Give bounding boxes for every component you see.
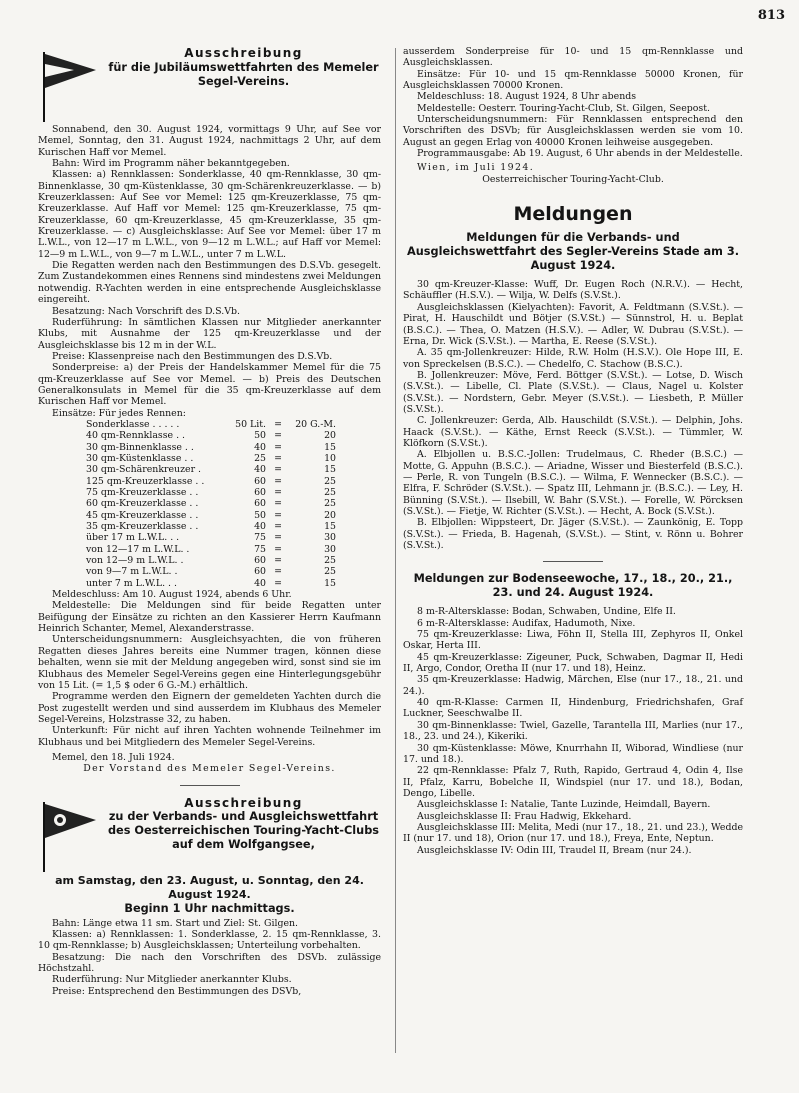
equals-sign: = — [274, 577, 282, 589]
paragraph: Einsätze: Für jedes Rennen: — [52, 407, 186, 419]
paragraph: Einsätze: Für 10- und 15 qm-Rennklasse 50000 Kronen, für Ausgleichsklassen 70000 Kronen. — [403, 68, 743, 92]
fee-gm: 15 — [324, 441, 336, 453]
entry-paragraph: B. Elbjollen: Wippsteert, Dr. Jäger (S.V.St.). — Zaunkönig, E. Topp (S.V.St.). — Frieda, B. Hagenah, (S.V.St.). — Stint, v. Rönn u. Bohrer (S.V.St.). — [403, 517, 743, 552]
fee-class: 30 qm-Schärenkreuzer . — [86, 464, 202, 476]
signature: Der Vorstand des Memeler Segel-Vereins. — [83, 763, 336, 775]
left-column — [38, 46, 381, 997]
paragraph: Meldeschluss: 18. August 1924, 8 Uhr abends — [417, 91, 637, 103]
right-column — [403, 46, 743, 856]
entry-paragraph: B. Jollenkreuzer: Möve, Ferd. Böttger (S.V.St.). — Lotse, D. Wisch (S.V.St.). — Libelle, Cl. Plate (S.V.St.). — Claus, Nagel u. Kolster (S.V.St.). — Nordstern, Gebr. Meyer (S.V.St.). — Liesbeth, P. Müller (S.V.St.). — [403, 369, 743, 415]
entry-paragraph: 30 qm-Küstenklasse: Möwe, Knurrhahn II, Wiborad, Windliese (nur 17. und 18.). — [403, 742, 743, 765]
entry-paragraph: 30 qm-Binnenklasse: Twiel, Gazelle, Tarantella III, Marlies (nur 17., 18., 23. und 24.), Kikeriki. — [403, 719, 743, 743]
entry-paragraph: Ausgleichsklasse IV: Odin III, Traudel II, Bream (nur 24.). — [417, 844, 692, 856]
equals-sign: = — [274, 566, 282, 578]
fee-class: 60 qm-Kreuzerklasse . . — [86, 498, 199, 510]
fee-class: 35 qm-Kreuzerklasse . . — [86, 521, 199, 533]
paragraph: Die Regatten werden nach den Bestimmungen des D.S.Vb. gesegelt. Zum Zustandekommen eines Rennens sind mindestens zwei Meldungen notwendig. R-Yachten werden in eine entsprechende Ausgleichsklasse eingereiht. — [38, 260, 381, 306]
equals-sign: = — [274, 475, 282, 487]
paragraph: Besatzung: Die nach den Vorschriften des DSVb. zulässige Höchstzahl. — [38, 951, 381, 974]
page-number: 813 — [757, 8, 785, 23]
fee-class: 40 qm-Rennklasse . . — [86, 430, 186, 442]
fee-lit: 60 — [254, 475, 266, 487]
fee-lit: 60 — [254, 566, 266, 578]
fee-gm: 25 — [324, 487, 336, 498]
paragraph: Preise: Klassenpreise nach den Bestimmungen des D.S.Vb. — [52, 350, 333, 362]
paragraph: Ruderführung: Nur Mitglieder anerkannter Klubs. — [52, 974, 292, 986]
fee-row — [86, 442, 381, 453]
fee-lit: 75 — [254, 543, 266, 555]
fee-row — [86, 453, 381, 464]
fee-gm: 25 — [324, 498, 336, 510]
entry-paragraph: Ausgleichsklassen (Kielyachten): Favorit, A. Feldtmann (S.V.St.). — Pirat, H. Hauschildt und Bötjer (S.V.St.) — Sünnstrol, H. u. Beplat (B.S.C.). — Thea, O. Matzen (H.S.V.). — Adler, W. Dubrau (S.V.St.). — Erna, Dr. Wick (S.V.St.). — Martha, E. Reese (S.V.St.). — [403, 301, 743, 347]
entry-paragraph: 75 qm-Kreuzerklasse: Liwa, Föhn II, Stella III, Zephyros II, Onkel Oskar, Herta III. — [403, 629, 743, 652]
paragraph: Programmausgabe: Ab 19. August, 6 Uhr abends in der Meldestelle. — [417, 148, 743, 160]
entry-paragraph: 45 qm-Kreuzerklasse: Zigeuner, Puck, Schwaben, Dagmar II, Hedi II, Argo, Condor, Oretha II (nur 17. und 18), Heinz. — [403, 651, 743, 675]
fee-gm: 15 — [324, 521, 336, 533]
fee-lit: 40 — [254, 521, 266, 533]
announcement-2-title: Ausschreibung — [184, 795, 303, 810]
entry-paragraph: 8 m-R-Altersklasse: Bodan, Schwaben, Undine, Elfe II. — [417, 606, 676, 618]
section-title: Meldungen — [513, 203, 633, 226]
entry-paragraph: 35 qm-Kreuzerklasse: Hadwig, Märchen, Else (nur 17., 18., 21. und 24.). — [403, 674, 743, 697]
fee-class: von 9—7 m L.W.L. . — [86, 566, 178, 578]
entry-paragraph: Ausgleichsklasse II: Frau Hadwig, Ekkehard. — [417, 810, 632, 822]
paragraph: Meldestelle: Oesterr. Touring-Yacht-Club, St. Gilgen, Seepost. — [417, 102, 710, 114]
signature: Oesterreichischer Touring-Yacht-Club. — [482, 173, 664, 185]
fee-lit: 60 — [254, 498, 266, 510]
fee-class: über 17 m L.W.L. . . — [86, 532, 180, 544]
equals-sign: = — [274, 521, 282, 533]
equals-sign: = — [274, 441, 282, 453]
fee-class: 30 qm-Binnenklasse . . — [86, 441, 194, 453]
paragraph: Unterscheidungsnummern: Für Rennklassen entsprechend den Vorschriften des DSVb; für Ausgleichsklassen werden sie vom 10. August an gegen Erlag von 40000 Kronen leihweise ausgegeben. — [403, 114, 743, 148]
announcement-1-title: Ausschreibung — [184, 46, 303, 60]
equals-sign: = — [274, 430, 282, 442]
paragraph: Besatzung: Nach Vorschrift des D.S.Vb. — [52, 305, 240, 317]
fee-gm: 20 — [324, 430, 336, 442]
fee-class: unter 7 m L.W.L. . . — [86, 577, 177, 589]
fee-lit: 60 — [254, 487, 266, 498]
announcement-2-date: am Samstag, den 23. August, u. Sonntag, den 24. August 1924. — [55, 873, 364, 901]
fee-row — [86, 510, 381, 521]
paragraph: ausserdem Sonderpreise für 10- und 15 qm-Rennklasse und Ausgleichsklassen. — [403, 46, 743, 69]
meldungen-1-list — [403, 279, 743, 551]
equals-sign: = — [274, 509, 282, 521]
paragraph: Klassen: a) Rennklassen: Sonderklasse, 40 qm-Rennklasse, 30 qm-Binnenklasse, 30 qm-Küstenklasse, 30 qm-Schärenkreuzerklasse. — b) Kreuzerklassen: Auf See vor Memel: 125 qm-Kreuzerklasse, 75 qm-Kreuzerklasse. Auf Haff vor Memel: 125 qm-Kreuzerklasse, 75 qm-Kreuzerklasse, 60 qm-Kreuzerklasse, 45 qm-Kreuzerklasse, 35 qm-Kreuzerklasse. — c) Ausgleichsklasse: Auf See vor Memel: über 17 m L.W.L., von 12—17 m L.W.L., von 9—12 m L.W.L.; auf Haff vor Memel: 12—9 m L.W.L., von 9—7 m L.W.L., unter 7 m L.W.L. — [38, 169, 381, 260]
paragraph: Ruderführung: In sämtlichen Klassen nur Mitglieder anerkannter Klubs, mit Ausnahme der 125 qm-Kreuzerklasse und der Ausgleichsklasse bis 12 m in der W.L. — [38, 316, 381, 351]
entry-paragraph: Ausgleichsklasse III: Melita, Medi (nur 17., 18., 21. und 23.), Wedde II (nur 17. und 18), Orion (nur 17. und 18.), Freya, Ente, Neptun. — [403, 821, 743, 845]
paragraph: Klassen: a) Rennklassen: 1. Sonderklasse, 2. 15 qm-Rennklasse, 3. 10 qm-Rennklasse; b) Ausgleichsklassen; Unterteilung vorbehalten. — [38, 928, 381, 952]
entry-paragraph: A. 35 qm-Jollenkreuzer: Hilde, R.W. Holm (H.S.V.). Ole Hope III, E. von Spreckelsen (B.S.C.). — Chedelfo, C. Stachow (B.S.C.). — [403, 347, 743, 370]
equals-sign: = — [274, 555, 282, 567]
fee-gm: 20 G.-M. — [295, 418, 336, 430]
fee-row — [86, 419, 381, 430]
place-date: Memel, den 18. Juli 1924. — [52, 751, 175, 763]
paragraph: Unterscheidungsnummern: Ausgleichsyachten, die von früheren Regatten dieses Jahres bereits eine Nummer tragen, können diese behalten, wenn sie mit der Meldung angegeben wird, sonst sind sie im Klubhaus des Memeler Segel-Vereins gegen eine Hinterlegungsgebühr von 15 Lit. (= 1,5 $ oder 6 G.-M.) erhältlich. — [38, 634, 381, 691]
fee-lit: 50 — [254, 509, 266, 521]
pennant-flag-icon — [38, 48, 100, 124]
divider — [180, 785, 240, 786]
fee-lit: 50 Lit. — [235, 418, 266, 430]
fee-gm: 25 — [324, 475, 336, 487]
fee-row — [86, 487, 381, 498]
entry-paragraph: A. Elbjollen u. B.S.C.-Jollen: Trudelmaus, C. Rheder (B.S.C.) — Motte, G. Appuhn (B.S.C.). — Ariadne, Wisser und Biesterfeld (B.S.C.). — Perle, R. von Tungeln (B.S.C.). — Wilma, F. Wennecker (B.S.C.). — Elfra, F. Schröder (S.V.St.). — Spatz III, Lehmann jr. (B.S.C.). — Ley, H. Bünning (S.V.St.). — Ilsebill, W. Bahr (S.V.St.). — Forelle, W. Pörcksen (S.V.St.). — Fietje, W. Richter (S.V.St.). — Hecht, A. Bock (S.V.St.). — [403, 449, 743, 517]
paragraph: Meldeschluss: Am 10. August 1924, abends 6 Uhr. — [52, 589, 292, 601]
equals-sign: = — [274, 418, 282, 430]
column-divider — [395, 48, 396, 1053]
paragraph: Sonderpreise: a) der Preis der Handelskammer Memel für die 75 qm-Kreuzerklasse auf See vor Memel. — b) Preis des Deutschen Generalkonsulats in Memel für die 35 qm-Kreuzerklasse auf dem Kurischen Haff vor Memel. — [38, 362, 381, 408]
fee-gm: 30 — [324, 532, 336, 544]
fee-lit: 40 — [254, 464, 266, 476]
fee-row — [86, 476, 381, 487]
equals-sign: = — [274, 543, 282, 555]
fee-row — [86, 464, 381, 475]
entry-paragraph: 40 qm-R-Klasse: Carmen II, Hindenburg, Friedrichshafen, Graf Luckner, Seeschwalbe II. — [403, 697, 743, 720]
fee-row — [86, 566, 381, 577]
fee-lit: 40 — [254, 577, 266, 589]
fee-row — [86, 521, 381, 532]
fee-class: von 12—17 m L.W.L. . — [86, 543, 190, 555]
paragraph: Meldestelle: Die Meldungen sind für beide Regatten unter Beifügung der Einsätze zu richten an den Kassierer Herrn Kaufmann Heinrich Schanter, Memel, Alexanderstrasse. — [38, 600, 381, 635]
entry-paragraph: 22 qm-Rennklasse: Pfalz 7, Ruth, Rapido, Gertraud 4, Odin 4, Ilse II, Pfalz, Karru, Bobelche II, Windspiel (nur 17. und 18.), Bodan, Dengo, Libelle. — [403, 765, 743, 799]
fee-class: Sonderklasse . . . . . — [86, 418, 180, 430]
fee-row — [86, 430, 381, 441]
divider — [543, 561, 603, 562]
fee-gm: 25 — [324, 566, 336, 578]
fee-class: 125 qm-Kreuzerklasse . . — [86, 475, 205, 487]
fee-row — [86, 532, 381, 543]
fee-lit: 40 — [254, 441, 266, 453]
meldungen-2-list — [403, 606, 743, 856]
club-burgee-icon — [38, 798, 100, 874]
meldungen-2-title: Meldungen zur Bodenseewoche, 17., 18., 20., 21., 23. und 24. August 1924. — [413, 572, 733, 600]
fee-row — [86, 578, 381, 589]
paragraph: Bahn: Wird im Programm näher bekanntgegeben. — [52, 158, 290, 170]
fee-gm: 10 — [324, 452, 336, 464]
entry-paragraph: C. Jollenkreuzer: Gerda, Alb. Hauschildt (S.V.St.). — Delphin, Johs. Haack (S.V.St.). — Käthe, Ernst Reeck (S.V.St.). — Tümmler, W. Klöfkorn (S.V.St.). — [403, 415, 743, 449]
fee-row — [86, 544, 381, 555]
fee-table — [38, 419, 381, 589]
fee-gm: 25 — [324, 555, 336, 567]
fee-lit: 75 — [254, 532, 266, 544]
fee-class: 45 qm-Kreuzerklasse . . — [86, 509, 199, 521]
announcement-1-dates: Sonnabend, den 30. August 1924, vormittags 9 Uhr, auf See vor Memel, Sonntag, den 31. August 1924, nachmittags 2 Uhr, auf dem Kurischen Haff vor Memel. — [38, 124, 381, 158]
fee-lit: 50 — [254, 430, 266, 442]
paragraph: Preise: Entsprechend den Bestimmungen des DSVb, — [52, 985, 302, 997]
entry-paragraph: Ausgleichsklasse I: Natalie, Tante Luzinde, Heimdall, Bayern. — [417, 799, 711, 811]
fee-class: 30 qm-Küstenklasse . . — [86, 452, 194, 464]
equals-sign: = — [274, 498, 282, 510]
meldungen-1-title: Meldungen für die Verbands- und Ausgleichswettfahrt des Segler-Vereins Stade am 3. August 1924. — [406, 231, 740, 273]
announcement-2-start: Beginn 1 Uhr nachmittags. — [124, 901, 295, 915]
equals-sign: = — [274, 532, 282, 544]
fee-gm: 15 — [324, 464, 336, 476]
fee-row — [86, 498, 381, 509]
equals-sign: = — [274, 464, 282, 476]
fee-gm: 30 — [324, 543, 336, 555]
fee-gm: 20 — [324, 509, 336, 521]
fee-class: von 12—9 m L.W.L. . — [86, 555, 184, 567]
announcement-2-subtitle: zu der Verbands- und Ausgleichswettfahrt des Oesterreichischen Touring-Yacht-Clubs auf dem Wolfgangsee, — [107, 810, 380, 852]
paragraph: Bahn: Länge etwa 11 sm. Start und Ziel: St. Gilgen. — [52, 917, 299, 929]
fee-row — [86, 555, 381, 566]
fee-lit: 25 — [254, 452, 266, 464]
fee-class: 75 qm-Kreuzerklasse . . — [86, 487, 199, 498]
paragraph: Programme werden den Eignern der gemeldeten Yachten durch die Post zugestellt werden und sind ausserdem im Klubhaus des Memeler Segel-Vereins, Holzstrasse 32, zu haben. — [38, 691, 381, 725]
equals-sign: = — [274, 452, 282, 464]
place-date: Wien, im Juli 1924. — [417, 162, 535, 174]
fee-lit: 60 — [254, 555, 266, 567]
entry-paragraph: 30 qm-Kreuzer-Klasse: Wuff, Dr. Eugen Roch (N.R.V.). — Hecht, Schäuffler (H.S.V.). — Wilja, W. Delfs (S.V.St.). — [403, 279, 743, 302]
equals-sign: = — [274, 487, 282, 498]
announcement-1-subtitle: für die Jubiläumswettfahrten des Memeler Segel-Vereins. — [108, 60, 379, 88]
fee-gm: 15 — [324, 577, 336, 589]
entry-paragraph: 6 m-R-Altersklasse: Audifax, Hadumoth, Nixe. — [417, 617, 636, 629]
paragraph: Unterkunft: Für nicht auf ihren Yachten wohnende Teilnehmer im Klubhaus und bei Mitgliedern des Memeler Segel-Vereins. — [38, 725, 381, 748]
